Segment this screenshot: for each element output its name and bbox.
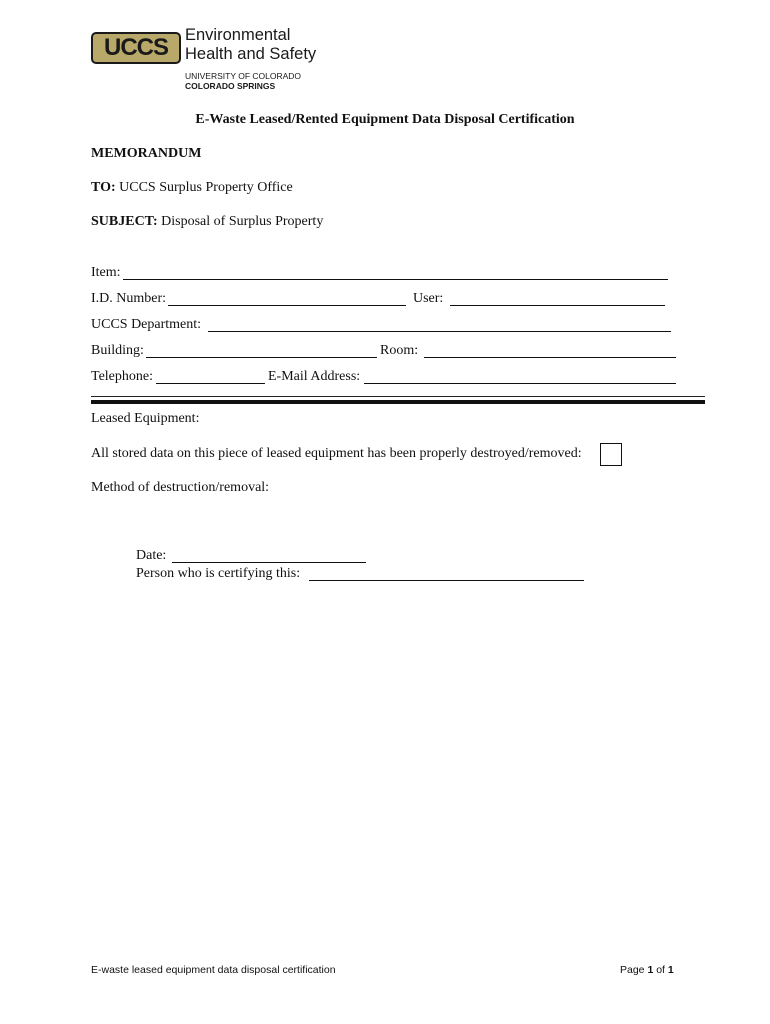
item-row <box>91 265 671 283</box>
item-label: Item: <box>91 265 121 280</box>
leased-equipment-label: Leased Equipment: <box>91 411 200 426</box>
date-label: Date: <box>136 548 167 563</box>
logo-university <box>185 71 365 91</box>
subject-label: SUBJECT: <box>91 214 158 229</box>
footer-page-total: 1 <box>667 964 674 976</box>
subject-line <box>91 214 323 230</box>
department-row <box>91 317 671 335</box>
phone-email-row <box>91 369 676 387</box>
divider-thin <box>91 396 705 397</box>
item-field[interactable] <box>123 265 668 280</box>
certifier-label: Person who is certifying this: <box>136 566 301 581</box>
id-user-row <box>91 291 671 309</box>
email-label: E-Mail Address: <box>268 369 361 384</box>
telephone-field[interactable] <box>156 369 265 384</box>
certification-statement: All stored data on this piece of leased equipment has been properly destroyed/removed: <box>91 446 582 461</box>
footer-of-word: of <box>656 964 665 976</box>
subject-value: Disposal of Surplus Property <box>161 214 324 229</box>
id-number-field[interactable] <box>168 291 406 306</box>
logo-title <box>185 26 365 64</box>
building-room-row <box>91 343 676 361</box>
building-field[interactable] <box>146 343 377 358</box>
certifier-row <box>136 566 586 584</box>
footer-page-number <box>620 964 674 976</box>
footer-page-current: 1 <box>647 964 654 976</box>
to-line <box>91 180 293 196</box>
date-row <box>136 548 368 566</box>
to-value: UCCS Surplus Property Office <box>119 180 293 195</box>
logo-university-name: UNIVERSITY OF COLORADO <box>185 71 302 81</box>
logo-title-line1: Environmental <box>185 26 291 44</box>
user-label: User: <box>413 291 444 306</box>
email-field[interactable] <box>364 369 676 384</box>
user-field[interactable] <box>450 291 665 306</box>
department-field[interactable] <box>208 317 671 332</box>
room-label: Room: <box>380 343 419 358</box>
destroyed-checkbox[interactable] <box>600 443 622 466</box>
telephone-label: Telephone: <box>91 369 153 384</box>
memo-heading: MEMORANDUM <box>91 146 202 161</box>
certifier-field[interactable] <box>309 566 584 581</box>
divider-thick <box>91 400 705 404</box>
logo-title-line2: Health and Safety <box>185 45 317 63</box>
date-field[interactable] <box>172 548 366 563</box>
logo-campus-name: COLORADO SPRINGS <box>185 81 276 91</box>
building-label: Building: <box>91 343 144 358</box>
method-label: Method of destruction/removal: <box>91 480 270 495</box>
document-title: E-Waste Leased/Rented Equipment Data Disposal Certification <box>195 112 575 127</box>
footer-page-word: Page <box>620 964 645 976</box>
department-label: UCCS Department: <box>91 317 202 332</box>
room-field[interactable] <box>424 343 676 358</box>
to-label: TO: <box>91 180 116 195</box>
uccs-logo-mark: UCCS <box>91 32 181 64</box>
id-number-label: I.D. Number: <box>91 291 167 306</box>
footer-document-name: E-waste leased equipment data disposal certification <box>91 964 336 976</box>
